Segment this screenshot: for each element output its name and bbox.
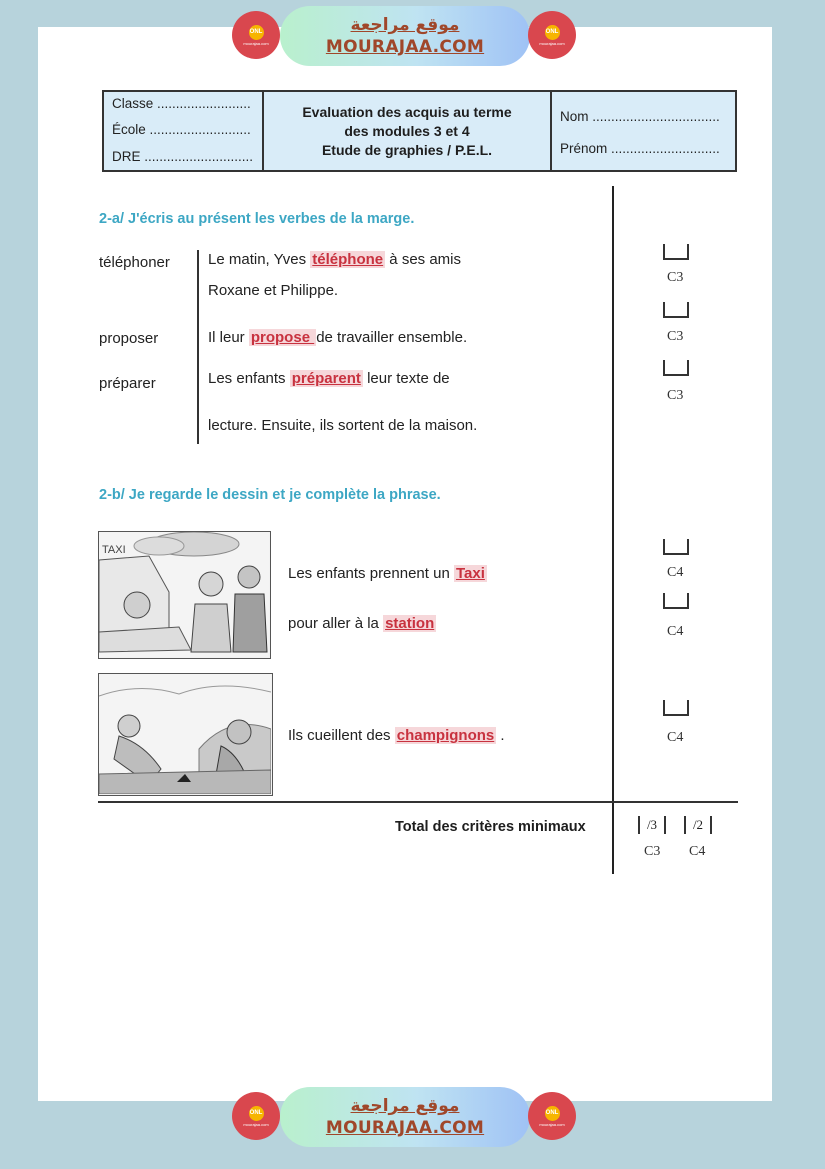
sentence-b-3: Ils cueillent des champignons . (288, 727, 505, 744)
answer-champignons[interactable]: champignons (396, 727, 495, 744)
answer-station[interactable]: station (385, 615, 435, 632)
mushroom-picking-illustration (98, 673, 273, 796)
section-a-title: 2-a/ J'écris au présent les verbes de la marge. (99, 211, 415, 227)
site-name-arabic-bottom[interactable]: موقع مراجعة (350, 1096, 460, 1116)
criterion-label-6: C4 (667, 730, 684, 745)
total-label: Total des critères minimaux (395, 819, 586, 835)
criterion-label-4: C4 (667, 565, 684, 580)
dre-field[interactable]: DRE ............................. (112, 149, 254, 164)
criteria-column-divider (612, 186, 614, 874)
site-logo-right: ONL mourajaa.com (528, 11, 576, 59)
criterion-label-3: C3 (667, 388, 684, 403)
total-c3-label: C3 (644, 844, 661, 859)
answer-telephone[interactable]: téléphone (312, 251, 384, 268)
answer-taxi[interactable]: Taxi (455, 565, 485, 582)
site-name-pill[interactable] (280, 6, 530, 66)
header-table (102, 90, 737, 172)
site-banner-top[interactable] (232, 6, 578, 66)
sentence-line-2: Roxane et Philippe. (208, 282, 339, 299)
section-b-title: 2-b/ Je regarde le dessin et je complète la phrase. (99, 487, 441, 503)
header-title-cell (264, 92, 552, 170)
sentence-line-3: Il leur propose de travailler ensemble. (208, 329, 468, 346)
margin-separator (197, 250, 199, 444)
title-line-2: des modules 3 et 4 (344, 122, 470, 139)
taxi-illustration (98, 531, 271, 659)
score-box-1[interactable] (663, 244, 689, 260)
criterion-label-5: C4 (667, 624, 684, 639)
sentence-b-2: pour aller à la station (288, 615, 435, 632)
header-school-cell (104, 92, 264, 170)
total-c4-label: C4 (689, 844, 706, 859)
nom-field[interactable]: Nom .................................. (560, 109, 720, 124)
site-logo-left-bottom: ONL mourajaa.com (232, 1092, 280, 1140)
sentence-line-4: Les enfants préparent leur texte de (208, 370, 450, 387)
score-box-4[interactable] (663, 539, 689, 555)
title-line-3: Etude de graphies / P.E.L. (321, 141, 493, 158)
site-name-arabic[interactable]: موقع مراجعة (350, 15, 460, 35)
classe-field[interactable]: Classe ......................... (112, 96, 251, 111)
score-box-6[interactable] (663, 700, 689, 716)
title-line-1: Evaluation des acquis au terme (302, 103, 512, 120)
sentence-line-5: lecture. Ensuite, ils sortent de la maison. (208, 417, 478, 434)
taxi-drawing (99, 532, 269, 657)
margin-verb-3: préparer (99, 375, 156, 392)
answer-propose[interactable]: propose (250, 329, 315, 346)
ecole-field[interactable]: École ........................... (112, 122, 251, 137)
criterion-label-1: C3 (667, 270, 684, 285)
margin-verb-2: proposer (99, 330, 159, 347)
site-logo-right-bottom: ONL mourajaa.com (528, 1092, 576, 1140)
site-name-url[interactable]: MOURAJAA.COM (325, 37, 485, 57)
score-box-5[interactable] (663, 593, 689, 609)
site-name-pill-bottom[interactable] (280, 1087, 530, 1147)
criterion-label-2: C3 (667, 329, 684, 344)
mushroom-drawing (99, 674, 271, 794)
header-student-cell (552, 92, 735, 170)
total-c4-box[interactable]: /2 (684, 816, 712, 834)
svg-text:TAXI: TAXI (102, 544, 126, 556)
prenom-field[interactable]: Prénom ............................. (560, 141, 720, 156)
sentence-b-1: Les enfants prennent un Taxi (288, 565, 485, 582)
site-logo-left: ONL mourajaa.com (232, 11, 280, 59)
margin-verb-1: téléphoner (99, 254, 170, 271)
answer-preparent[interactable]: préparent (291, 370, 361, 387)
site-name-url-bottom[interactable]: MOURAJAA.COM (325, 1118, 485, 1138)
total-c3-box[interactable]: /3 (638, 816, 666, 834)
score-box-3[interactable] (663, 360, 689, 376)
total-separator (98, 801, 738, 803)
sentence-line-1: Le matin, Yves téléphone à ses amis (208, 251, 461, 268)
site-banner-bottom[interactable] (232, 1087, 578, 1147)
score-box-2[interactable] (663, 302, 689, 318)
